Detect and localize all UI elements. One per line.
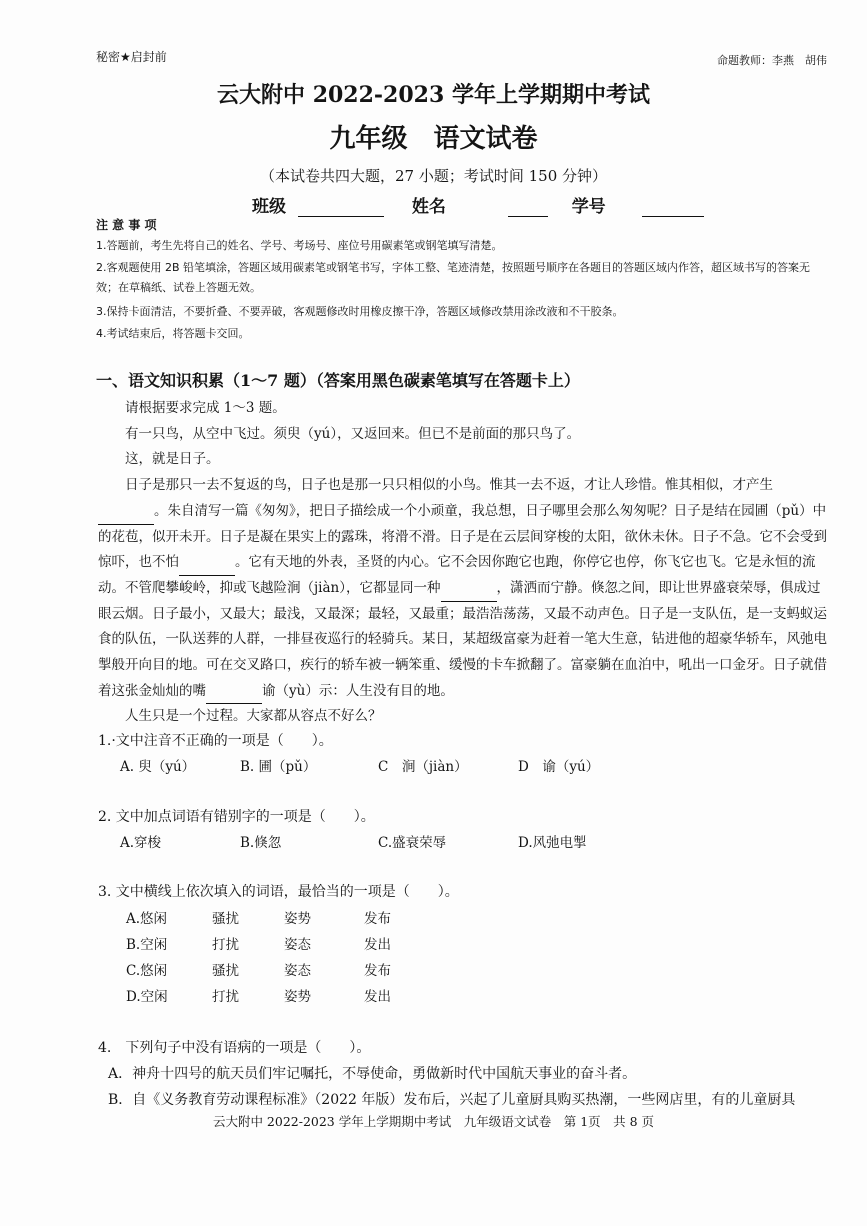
- option-a: A. 臾（yú）: [120, 759, 196, 775]
- passage-text: 。朱自清写一篇《匆匆》，把日子描绘成一个小顽童，我总想，日子哪里会那么匆匆呢？日子是结在园圃（pǔ）中的花苞，似开未开。日子是凝在果实上的露珠，将滑不滑。日子是在云层间穿梭的太阳，欲休未休。日子不急。它不会受到惊吓，也不怕: [98, 502, 827, 571]
- option-word: 姿势: [284, 989, 311, 1005]
- option-word: 发出: [364, 937, 391, 953]
- student-fields: [252, 192, 704, 217]
- passage-paragraph: [98, 473, 828, 704]
- name-blank[interactable]: [508, 200, 548, 217]
- class-label: 班级: [252, 197, 286, 217]
- passage-text: ，潇洒而宁静。倏忽之间，即让世界盛衰荣辱，俱成过眼云烟。日子最小，又最大；最浅，又最深；最轻，又最重；最浩浩荡荡，又最不动声色。日子是一支队伍，是一支蚂蚁运食的队伍，一队送葬的人群，一排昼夜巡行的轻骑兵。某日，某超级富豪为赶着一笔大生意，钻进他的超豪华轿车，风弛电掣般开向目的地。可在交叉路口，疾行的轿车被一辆笨重、缓慢的卡车掀翻了。富豪躺在血泊中，吼出一口金牙。日子就借着这张金灿灿的嘴: [98, 579, 827, 699]
- option-d: D 谕（yú）: [518, 759, 600, 775]
- question-4-option-a: A．神舟十四号的航天员们牢记嘱托，不辱使命，勇做新时代中国航天事业的奋斗者。: [108, 1066, 637, 1082]
- option-d: D.风弛电掣: [518, 835, 587, 851]
- option-word: 打扰: [212, 989, 239, 1005]
- option-c: C.盛衰荣辱: [378, 835, 447, 851]
- reading-passage: [98, 396, 828, 730]
- option-word: 姿态: [284, 937, 311, 953]
- passage-paragraph: 有一只鸟，从空中飞过。须臾（yú），又返回来。但已不是前面的那只鸟了。: [125, 425, 581, 442]
- option-word: 姿态: [284, 963, 311, 979]
- question-1-stem: 1.·文中注音不正确的一项是（ ）。: [98, 733, 333, 749]
- option-word: B.空闲: [126, 937, 168, 953]
- option-word: 骚扰: [212, 911, 239, 927]
- exam-title: 云大附中 2022-2023 学年上学期期中考试: [217, 82, 650, 108]
- passage-paragraph: 这，就是日子。: [125, 451, 220, 468]
- question-1-options: [120, 755, 740, 775]
- option-word: D.空闲: [126, 989, 168, 1005]
- number-label: 学号: [571, 197, 606, 217]
- passage-intro: 请根据要求完成 1～3 题。: [125, 400, 286, 416]
- question-2-stem: 2. 文中加点词语有错别字的一项是（ ）。: [98, 809, 375, 825]
- note-item: 1.答题前，考生先将自己的姓名、学号、考场号、座位号用碳素笔或钢笔填写清楚。: [96, 239, 503, 252]
- option-word: 骚扰: [212, 963, 239, 979]
- passage-text: 日子是那只一去不复返的鸟，日子也是那一只只相似的小鸟。惟其一去不返，才让人珍惜。惟其相似，才产生: [125, 477, 773, 494]
- notes-title: 注 意 事 项: [96, 218, 157, 232]
- name-label: 姓名: [411, 197, 446, 217]
- option-word: 发布: [364, 911, 391, 927]
- option-row: [126, 985, 426, 1005]
- option-b: B. 圃（pǔ）: [240, 759, 317, 775]
- passage-paragraph: 人生只是一个过程。大家都从容点不好么？: [125, 708, 382, 725]
- exam-subtitle: 九年级 语文试卷: [329, 124, 538, 154]
- page-footer: 云大附中 2022-2023 学年上学期期中考试 九年级语文试卷 第 1页 共 8 页: [212, 1114, 655, 1129]
- fill-blank-4: [206, 689, 262, 704]
- note-item: 3.保持卡面清洁，不要折叠、不要弄破，客观题修改时用橡皮擦干净，答题区域修改禁用涂改液和不干胶条。: [96, 305, 624, 318]
- question-3-stem: 3. 文中横线上依次填入的词语，最恰当的一项是（ ）。: [98, 884, 459, 900]
- fill-blank-3: [441, 587, 497, 602]
- teacher-credit: 命题教师：李燕 胡伟: [717, 54, 827, 67]
- note-item: 2.客观题使用 2B 铅笔填涂，答题区域用碳素笔或钢笔书写，字体工整、笔迹清楚，按照题号顺序在各题目的答题区域内作答，超区域书写的答案无效；在草稿纸、试卷上答题无效。: [96, 261, 811, 294]
- option-word: A.悠闲: [126, 911, 168, 927]
- passage-text: 。它有天地的外表，圣贤的内心。它不会因你跑它也跑，你停它也停，你飞它也飞。它是永恒的流动。不管爬攀峻岭，抑或飞越险涧（jiàn），它都显同一种: [98, 554, 816, 596]
- section-heading: 一、语文知识积累（1～7 题）（答案用黑色碳素笔填写在答题卡上）: [96, 371, 580, 390]
- option-c: C 涧（jiàn）: [378, 759, 468, 775]
- number-blank[interactable]: [642, 200, 704, 217]
- option-row: [126, 907, 426, 927]
- option-word: 打扰: [212, 937, 239, 953]
- question-2-options: [120, 831, 740, 851]
- question-4-option-b: B．自《义务教育劳动课程标准》（2022 年版）发布后，兴起了儿童厨具购买热潮，一些网店里，有的儿童厨具: [108, 1092, 796, 1108]
- confidential-label: 秘密★启封前: [96, 50, 167, 64]
- option-row: [126, 933, 426, 953]
- question-4-stem: 4. 下列句子中没有语病的一项是（ ）。: [98, 1040, 371, 1056]
- exam-info: （本试卷共四大题，27 小题；考试时间 150 分钟）: [259, 167, 608, 185]
- fill-blank-2: [179, 561, 235, 576]
- question-3-options: [126, 907, 426, 1007]
- option-a: A.穿梭: [120, 835, 162, 851]
- option-word: 姿势: [284, 911, 311, 927]
- option-word: C.悠闲: [126, 963, 168, 979]
- fill-blank-1: [98, 510, 154, 525]
- class-blank[interactable]: [298, 200, 384, 217]
- passage-text: 谕（yù）示：人生没有目的地。: [262, 682, 454, 699]
- option-word: 发出: [364, 989, 391, 1005]
- note-item: 4.考试结束后，将答题卡交回。: [96, 327, 250, 340]
- option-b: B.倏忽: [240, 835, 282, 851]
- option-word: 发布: [364, 963, 391, 979]
- option-row: [126, 959, 426, 979]
